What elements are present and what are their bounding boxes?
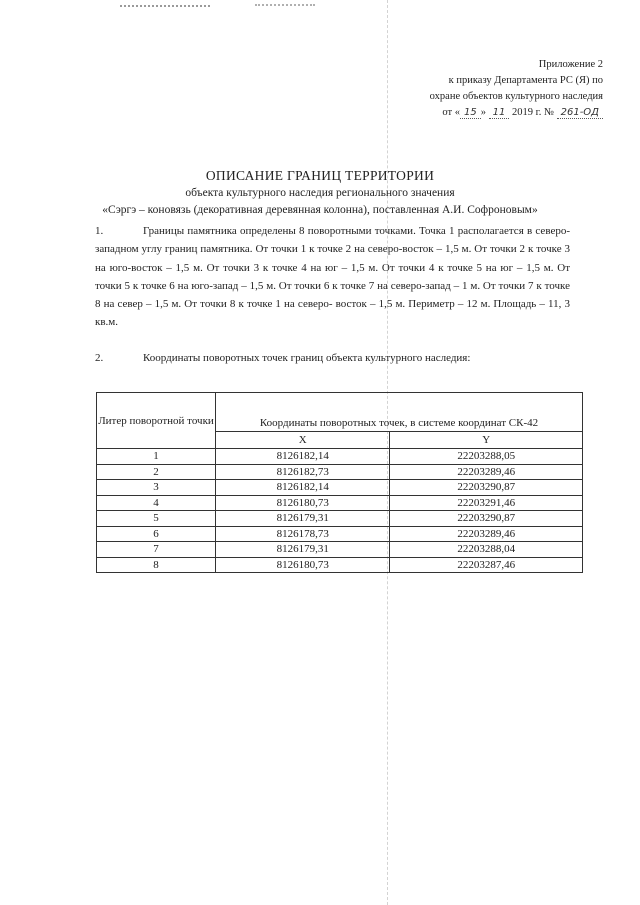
appendix-line-3: охране объектов культурного наследия	[429, 91, 603, 102]
table-row	[97, 511, 583, 527]
object-name: «Сэргэ – коновязь (декоративная деревянная колонна), поставленная А.И. Софроновым»	[102, 204, 538, 216]
table-row	[97, 480, 583, 496]
date-prefix: от «	[442, 107, 460, 118]
paragraph-text-2: Координаты поворотных точек границ объекта культурного наследия:	[143, 352, 471, 364]
point-number: 1	[97, 449, 216, 465]
header-y: Y	[390, 432, 583, 449]
date-day-handwritten: 15	[460, 107, 481, 119]
paragraph-text-1: Границы памятника определены 8 поворотными точками. Точка 1 располагается в северо-западном углу границ памятника. От точки 1 к точке 2 на северо-восток – 1,5 м. От точки 2 к точке 3 на юго-восток – 1,5 м. От точки 3 к точке 4 на юг – 1,5 м. От точки 4 к точке 5 на юг – 1,5 м. От точки 5 к точке 6 на юго-запад – 1,5 м. От точки 6 к точке 7 на северо-запад – 1 м. От точки 7 к точке 8 на север – 1,5 м. От точки 8 к точке 1 на северо- восток – 1,5 м. Периметр – 12 м. Площадь – 11, 3 кв.м.	[95, 225, 570, 329]
coord-x: 8126180,73	[216, 557, 390, 573]
appendix-header	[363, 57, 603, 121]
doc-number-handwritten: 261-ОД	[557, 107, 603, 119]
coord-y: 22203289,46	[390, 526, 583, 542]
coord-y: 22203287,46	[390, 557, 583, 573]
point-number: 8	[97, 557, 216, 573]
point-number: 4	[97, 495, 216, 511]
point-number: 3	[97, 480, 216, 496]
scan-artifact-top	[120, 0, 210, 7]
boundary-description-paragraph	[95, 222, 570, 332]
coord-y: 22203288,04	[390, 542, 583, 558]
coord-y: 22203289,46	[390, 464, 583, 480]
appendix-date-line	[363, 105, 603, 121]
point-number: 2	[97, 464, 216, 480]
table-row	[97, 464, 583, 480]
document-title: ОПИСАНИЕ ГРАНИЦ ТЕРРИТОРИИ	[205, 168, 435, 183]
point-number: 7	[97, 542, 216, 558]
table-row	[97, 526, 583, 542]
paragraph-number-2: 2.	[95, 352, 104, 364]
paragraph-number-1: 1.	[95, 225, 104, 237]
point-number: 5	[97, 511, 216, 527]
coord-x: 8126180,73	[216, 495, 390, 511]
coord-x: 8126182,73	[216, 464, 390, 480]
coord-x: 8126182,14	[216, 480, 390, 496]
header-x: X	[216, 432, 390, 449]
coord-x: 8126179,31	[216, 511, 390, 527]
coordinates-intro-paragraph	[95, 349, 570, 367]
table-row	[97, 449, 583, 465]
coord-y: 22203291,46	[390, 495, 583, 511]
document-subtitle: объекта культурного наследия регионального значения	[185, 187, 455, 199]
appendix-line-2: к приказу Департамента РС (Я) по	[448, 75, 603, 86]
scan-artifact-top-right	[255, 0, 315, 6]
appendix-line-1: Приложение 2	[538, 59, 603, 70]
date-month-handwritten: 11	[489, 107, 510, 119]
table-row	[97, 542, 583, 558]
header-liter: Литер поворотной точки	[97, 393, 216, 449]
coord-y: 22203288,05	[390, 449, 583, 465]
coordinates-table	[96, 392, 583, 573]
coord-x: 8126179,31	[216, 542, 390, 558]
coord-x: 8126182,14	[216, 449, 390, 465]
date-mid: »	[480, 107, 486, 118]
coord-y: 22203290,87	[390, 480, 583, 496]
coord-x: 8126178,73	[216, 526, 390, 542]
table-row	[97, 557, 583, 573]
date-year: 2019 г. №	[511, 107, 554, 118]
coord-y: 22203290,87	[390, 511, 583, 527]
header-coordinates: Координаты поворотных точек, в системе координат СК-42	[216, 393, 583, 432]
table-row	[97, 495, 583, 511]
point-number: 6	[97, 526, 216, 542]
